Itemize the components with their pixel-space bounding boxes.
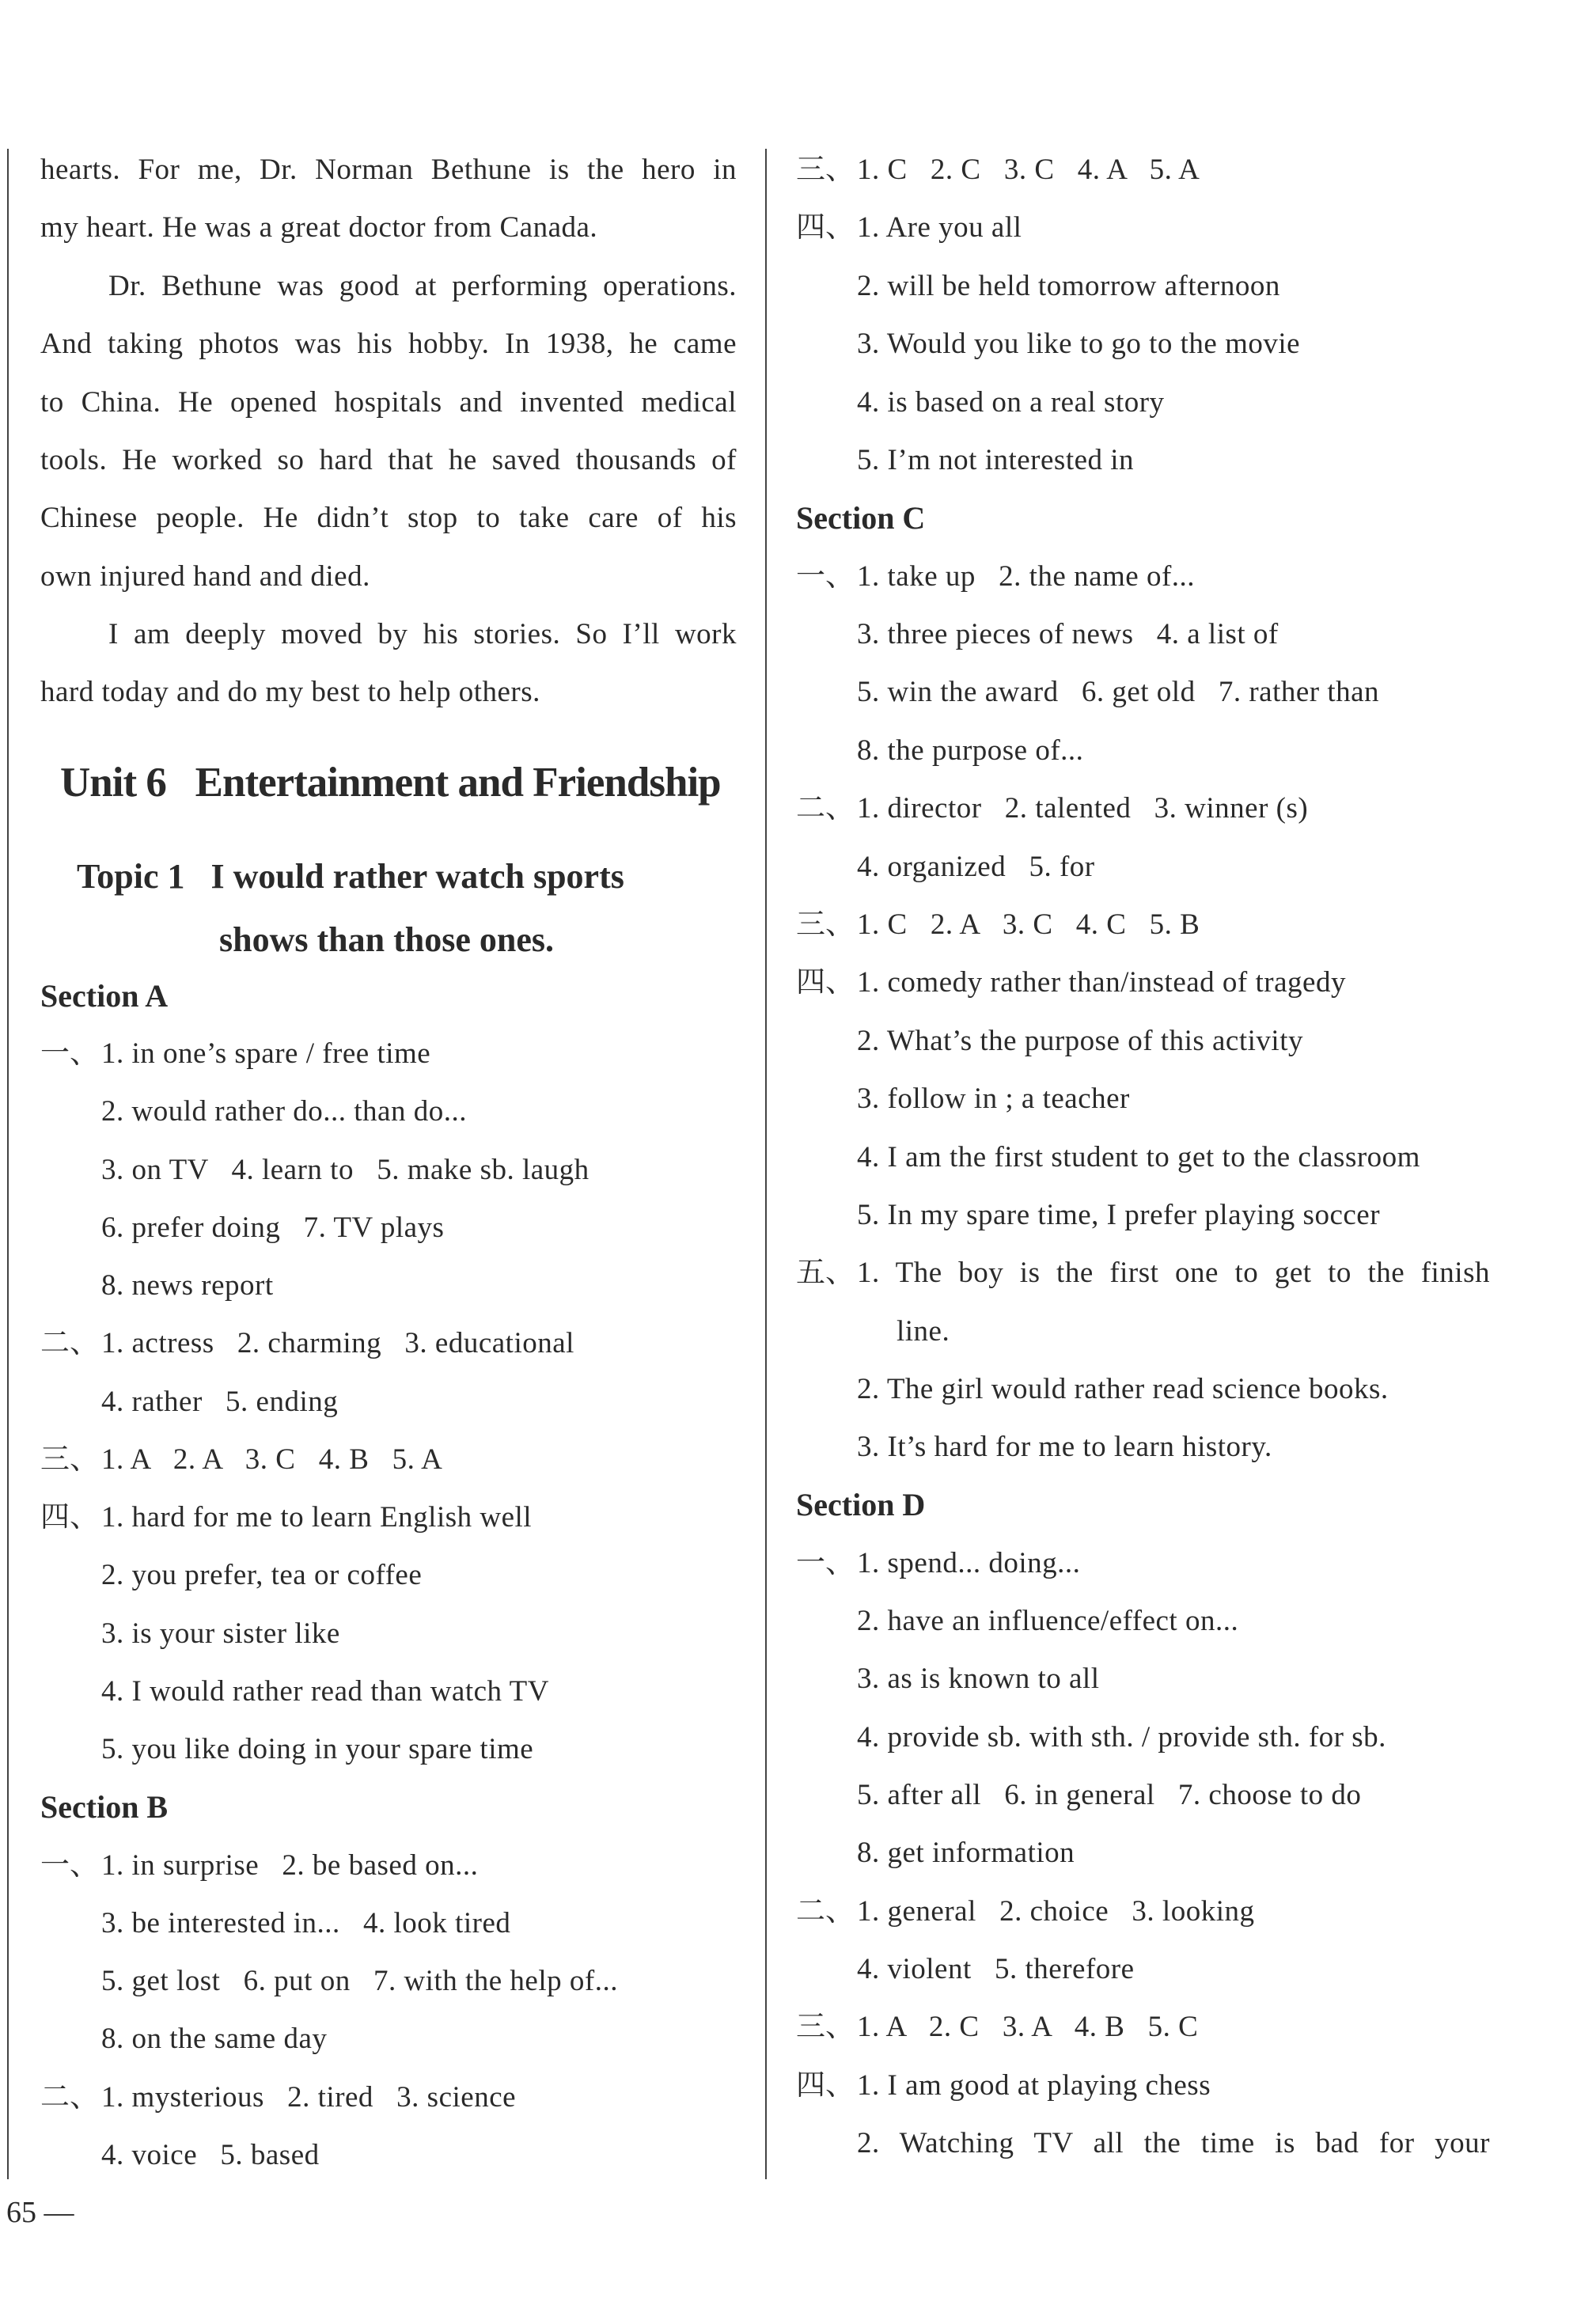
question-number: 四、 — [40, 1501, 99, 1534]
answer-line: 1. mysterious 2. tired 3. science — [101, 2081, 517, 2114]
answer-line: 4. violent 5. therefore — [857, 1953, 1135, 1985]
answer-line: 4. provide sb. with sth. / provide sth. for sb. — [857, 1721, 1386, 1754]
answer-line: 2. have an influence/effect on... — [857, 1605, 1239, 1637]
answer-line: 1. comedy rather than/instead of tragedy — [857, 966, 1346, 999]
answer-line: 3. be interested in... 4. look tired — [101, 1907, 511, 1939]
answer-line: 1. actress 2. charming 3. educational — [101, 1327, 574, 1359]
answer-line: 5. I’m not interested in — [857, 444, 1135, 476]
answer-line: 4. voice 5. based — [101, 2139, 320, 2171]
answer-line: 2. Watching TV all the time is bad for your — [857, 2127, 1490, 2159]
answer-line: 4. I am the first student to get to the classroom — [857, 1141, 1420, 1173]
passage-line: hard today and do my best to help others. — [40, 676, 540, 708]
answer-line: 8. get information — [857, 1837, 1075, 1869]
question-number: 二、 — [796, 1895, 855, 1928]
answer-line: 5. after all 6. in general 7. choose to do — [857, 1779, 1362, 1811]
answer-line: 3. It’s hard for me to learn history. — [857, 1431, 1272, 1463]
answer-line: 3. is your sister like — [101, 1617, 340, 1650]
passage-line: Chinese people. He didn’t stop to take care of his — [40, 502, 737, 534]
question-number: 三、 — [796, 908, 855, 941]
question-number: 四、 — [796, 2069, 855, 2102]
question-number: 四、 — [796, 966, 855, 999]
answer-line: 4. rather 5. ending — [101, 1386, 339, 1418]
answer-line: 1. A 2. A 3. C 4. B 5. A — [101, 1443, 443, 1476]
passage-line: And taking photos was his hobby. In 1938, he came — [40, 328, 737, 360]
answer-line: 1. A 2. C 3. A 4. B 5. C — [857, 2011, 1199, 2043]
answer-line: 8. the purpose of... — [857, 734, 1084, 767]
passage-line: Dr. Bethune was good at performing operations. — [108, 270, 737, 302]
passage-line: to China. He opened hospitals and invented medical — [40, 386, 737, 419]
answer-line: 1. spend... doing... — [857, 1547, 1081, 1579]
question-number: 二、 — [40, 1327, 99, 1359]
question-number: 二、 — [796, 792, 855, 825]
passage-line: I am deeply moved by his stories. So I’ll work — [108, 618, 737, 650]
column-divider — [765, 149, 767, 2179]
passage-line: own injured hand and died. — [40, 560, 370, 593]
answer-line: line. — [897, 1315, 950, 1348]
answer-line: 1. C 2. A 3. C 4. C 5. B — [857, 908, 1200, 941]
answer-line: 1. take up 2. the name of... — [857, 560, 1196, 593]
section-c-title: Section C — [796, 500, 926, 536]
answer-line: 4. is based on a real story — [857, 386, 1165, 419]
answer-line: 5. get lost 6. put on 7. with the help of... — [101, 1965, 618, 1997]
answer-line: 5. In my spare time, I prefer playing soccer — [857, 1199, 1381, 1231]
answer-line: 1. Are you all — [857, 211, 1022, 244]
answer-line: 6. prefer doing 7. TV plays — [101, 1211, 445, 1244]
answer-line: 1. C 2. C 3. C 4. A 5. A — [857, 154, 1200, 186]
answer-line: 2. will be held tomorrow afternoon — [857, 270, 1280, 302]
page-number: 65 — — [6, 2196, 74, 2229]
passage-line: tools. He worked so hard that he saved thousands of — [40, 444, 737, 476]
answer-line: 1. director 2. talented 3. winner (s) — [857, 792, 1309, 825]
passage-line: hearts. For me, Dr. Norman Bethune is the hero in — [40, 154, 737, 186]
answer-line: 1. general 2. choice 3. looking — [857, 1895, 1255, 1928]
answer-line: 4. organized 5. for — [857, 851, 1095, 883]
unit-title: Unit 6 Entertainment and Friendship — [60, 760, 721, 806]
section-a-title: Section A — [40, 978, 169, 1014]
answer-line: 3. follow in ; a teacher — [857, 1082, 1130, 1115]
question-number: 一、 — [796, 1547, 855, 1579]
question-number: 五、 — [796, 1257, 855, 1289]
answer-line: 2. The girl would rather read science books. — [857, 1373, 1389, 1405]
topic-title-line2: shows than those ones. — [219, 920, 554, 959]
answer-line: 1. The boy is the first one to get to the finish — [857, 1257, 1490, 1289]
answer-line: 1. hard for me to learn English well — [101, 1501, 533, 1534]
section-d-title: Section D — [796, 1487, 926, 1522]
answer-line: 3. as is known to all — [857, 1663, 1100, 1695]
answer-line: 3. on TV 4. learn to 5. make sb. laugh — [101, 1154, 589, 1186]
question-number: 三、 — [796, 154, 855, 186]
question-number: 一、 — [40, 1037, 99, 1070]
answer-line: 4. I would rather read than watch TV — [101, 1675, 549, 1708]
topic-title-line1: Topic 1 I would rather watch sports — [77, 857, 624, 896]
question-number: 三、 — [796, 2011, 855, 2043]
answer-line: 2. would rather do... than do... — [101, 1095, 467, 1128]
answer-line: 5. win the award 6. get old 7. rather than — [857, 676, 1380, 708]
question-number: 四、 — [796, 211, 855, 244]
question-number: 一、 — [40, 1849, 99, 1882]
answer-line: 1. I am good at playing chess — [857, 2069, 1211, 2102]
left-margin-rule — [7, 149, 9, 2179]
question-number: 二、 — [40, 2081, 99, 2114]
answer-line: 8. on the same day — [101, 2023, 328, 2055]
question-number: 一、 — [796, 560, 855, 593]
section-b-title: Section B — [40, 1789, 169, 1825]
answer-line: 2. you prefer, tea or coffee — [101, 1559, 423, 1591]
answer-line: 3. Would you like to go to the movie — [857, 328, 1301, 360]
answer-line: 2. What’s the purpose of this activity — [857, 1025, 1303, 1057]
answer-line: 8. news report — [101, 1269, 274, 1302]
answer-line: 1. in surprise 2. be based on... — [101, 1849, 479, 1882]
answer-line: 5. you like doing in your spare time — [101, 1733, 534, 1765]
answer-line: 1. in one’s spare / free time — [101, 1037, 431, 1070]
question-number: 三、 — [40, 1443, 99, 1476]
passage-line: my heart. He was a great doctor from Canada. — [40, 211, 598, 244]
answer-line: 3. three pieces of news 4. a list of — [857, 618, 1279, 650]
